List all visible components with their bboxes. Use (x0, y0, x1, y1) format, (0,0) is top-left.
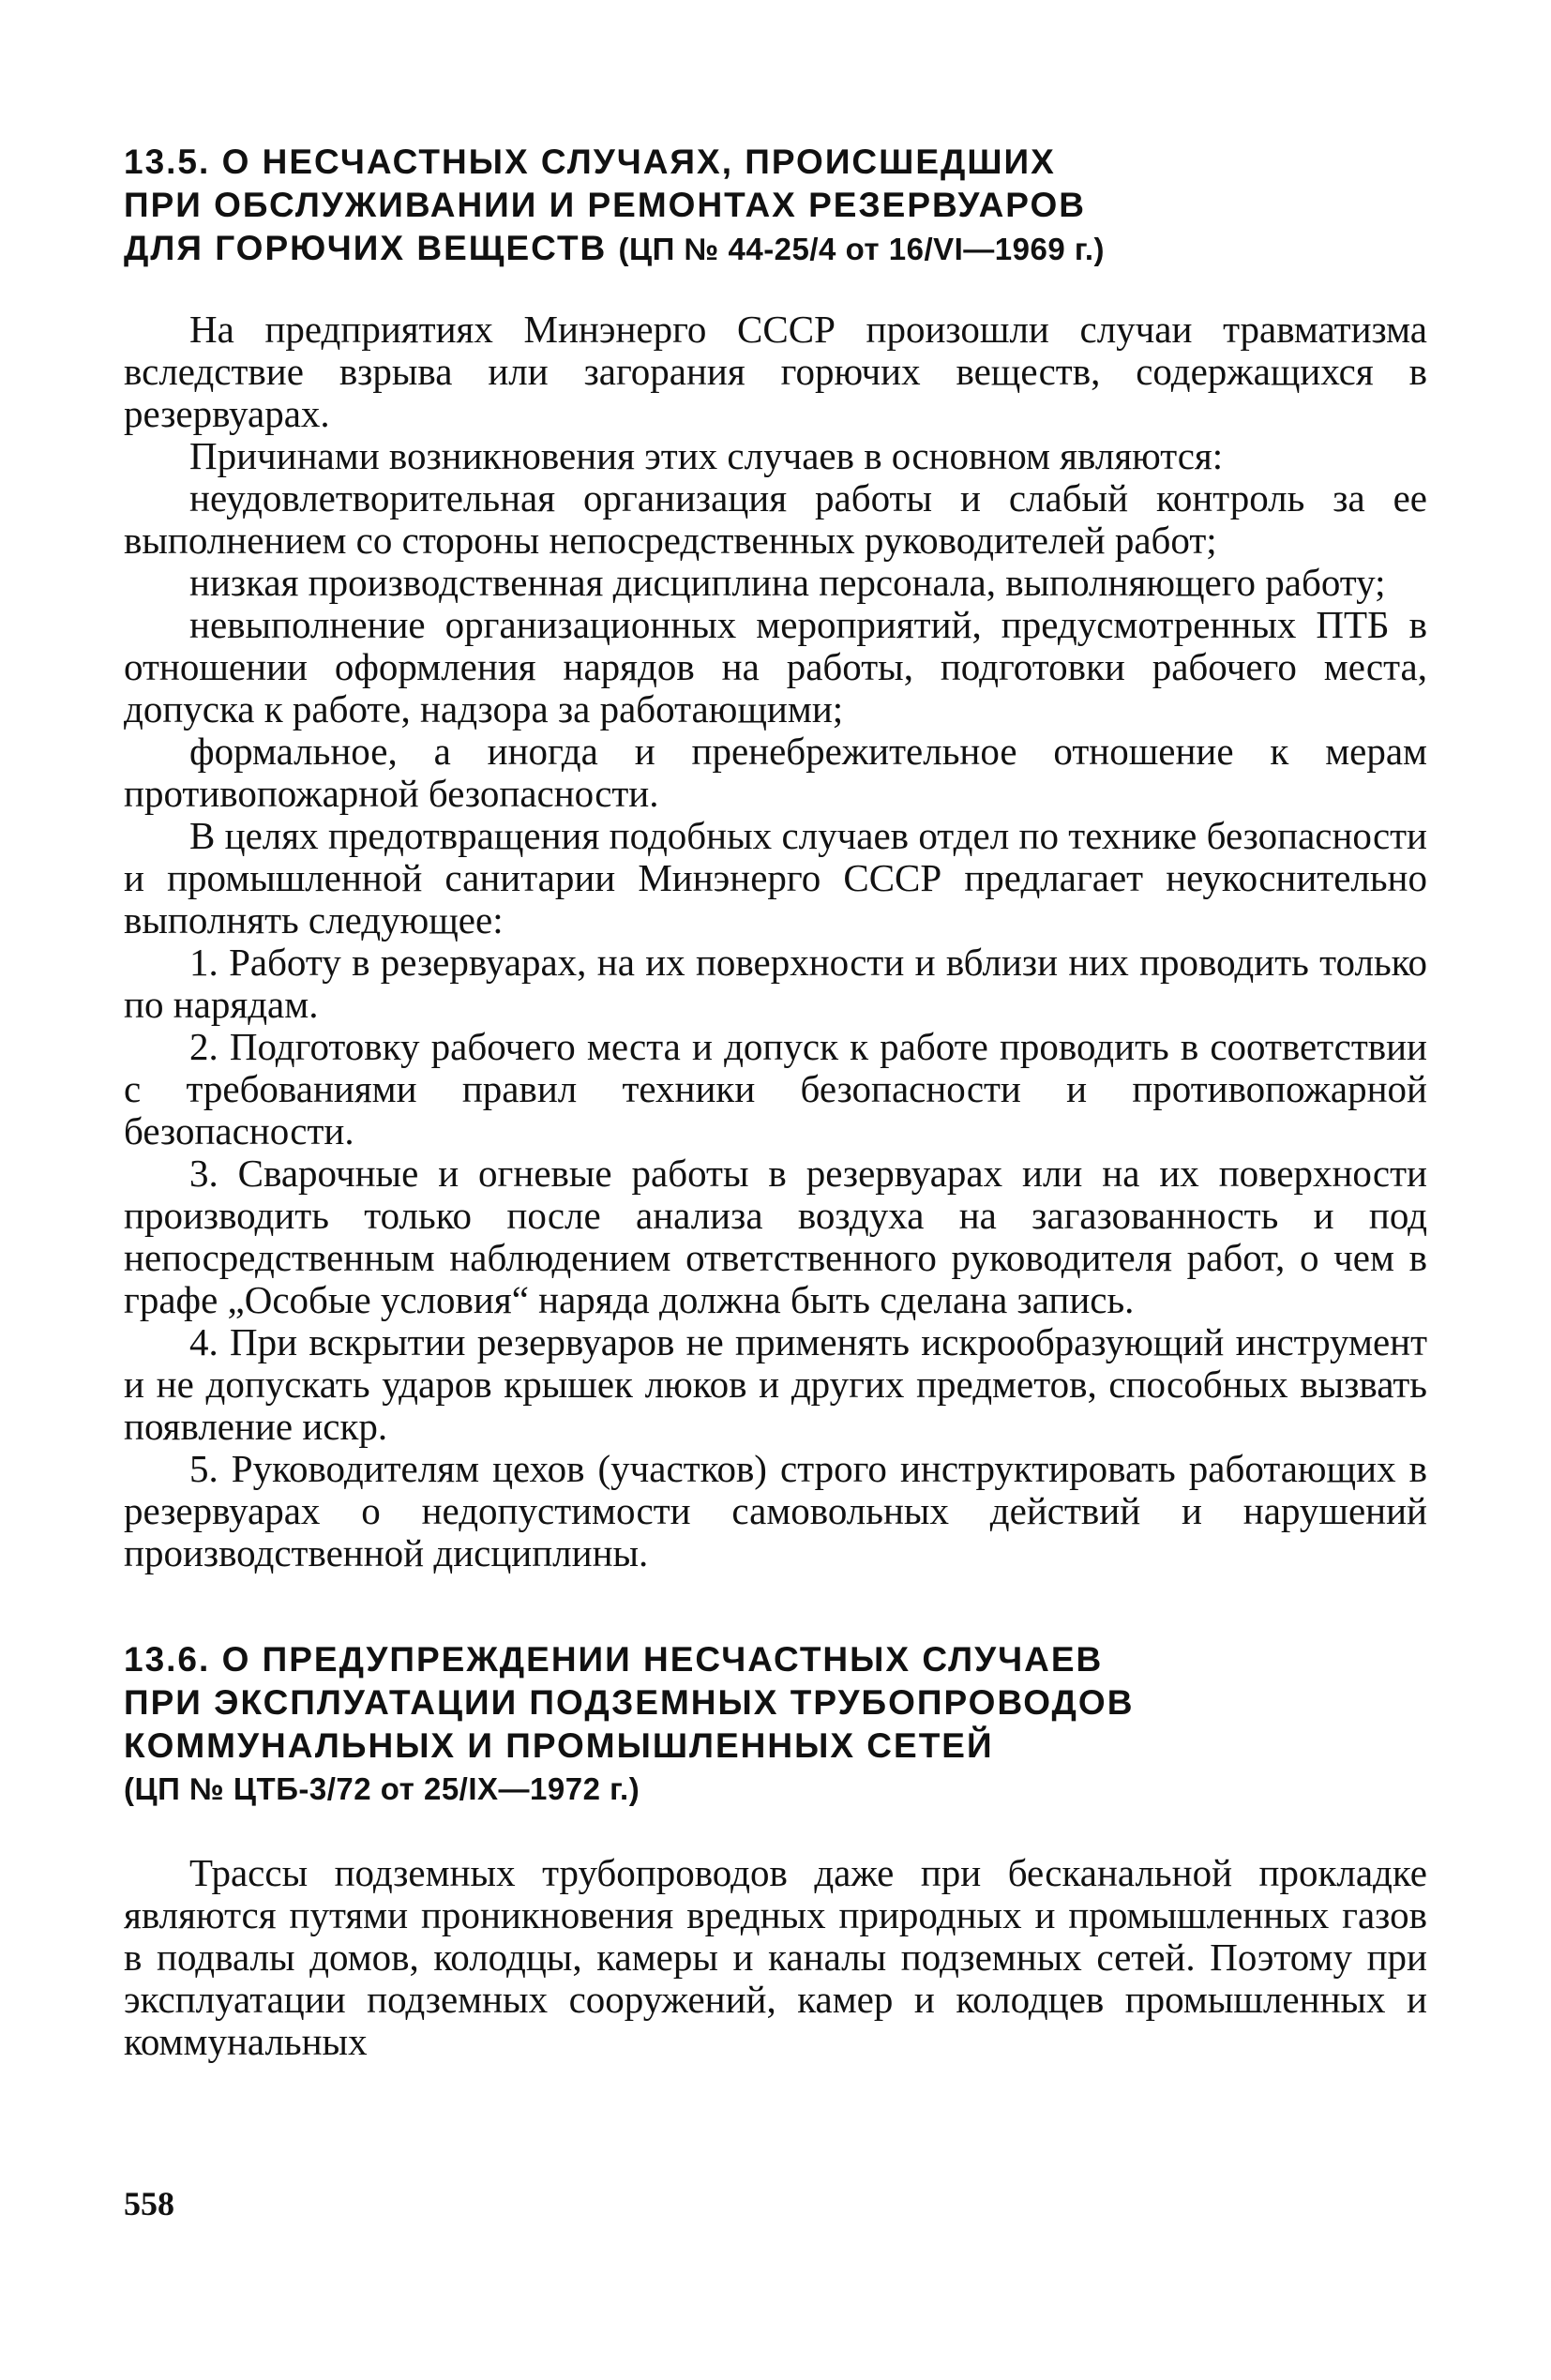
paragraph: В целях предотвращения подобных случаев отдел по технике безопасности и промышленной санитарии Минэнерго СССР предлагает неукоснительно выполнять следующее: (124, 814, 1427, 941)
section-13-5-heading (124, 141, 1427, 271)
heading-reference: (ЦП № 44-25/4 от 16/VI—1969 г.) (618, 232, 1105, 266)
numbered-item: 2. Подготовку рабочего места и допуск к работе проводить в соответствии с требованиями правил техники безопасности и противопожарной безопасности. (124, 1025, 1427, 1152)
paragraph: Трассы подземных трубопроводов даже при бесканальной прокладке являются путями проникновения вредных природных и промышленных газов в подвалы домов, колодцы, камеры и каналы подземных сетей. Поэтому при эксплуатации подземных сооружений, камер и колодцев промышленных и коммунальных (124, 1851, 1427, 2063)
heading-line: КОММУНАЛЬНЫХ И ПРОМЫШЛЕННЫХ СЕТЕЙ (124, 1726, 994, 1765)
list-item: неудовлетворительная организация работы и слабый контроль за ее выполнением со стороны непосредственных руководителей работ; (124, 476, 1427, 562)
numbered-item: 5. Руководителям цехов (участков) строго инструктировать работающих в резервуарах о недопустимости самовольных действий и нарушений производственной дисциплины. (124, 1447, 1427, 1574)
heading-line (124, 227, 1427, 271)
numbered-item: 1. Работу в резервуарах, на их поверхности и вблизи них проводить только по нарядам. (124, 941, 1427, 1026)
numbered-item: 3. Сварочные и огневые работы в резервуарах или на их поверхности производить только после анализа воздуха на загазованность и под непосредственным наблюдением ответственного руководителя работ, о чем в графе „Особые условия“ наряда должна быть сделана запись. (124, 1152, 1427, 1321)
paragraph: На предприятиях Минэнерго СССР произошли случаи травматизма вследствие взрыва или загорания горючих веществ, содержащихся в резервуарах. (124, 308, 1427, 435)
section-13-6-heading (124, 1638, 1427, 1811)
paragraph: Причинами возникновения этих случаев в основном являются: (189, 434, 1224, 477)
list-item: формальное, а иногда и пренебрежительное отношение к мерам противопожарной безопасности. (124, 730, 1427, 815)
heading-line: ПРИ ОБСЛУЖИВАНИИ И РЕМОНТАХ РЕЗЕРВУАРОВ (124, 186, 1086, 224)
page-number: 558 (124, 2185, 174, 2222)
heading-line: 13.6. О ПРЕДУПРЕЖДЕНИИ НЕСЧАСТНЫХ СЛУЧАЕВ (124, 1640, 1104, 1679)
heading-line: ПРИ ЭКСПЛУАТАЦИИ ПОДЗЕМНЫХ ТРУБОПРОВОДОВ (124, 1683, 1135, 1722)
section-13-5-body (124, 309, 1427, 1574)
section-13-6-body (124, 1852, 1427, 2063)
document-page (124, 141, 1427, 2063)
list-item: низкая производственная дисциплина персонала, выполняющего работу; (189, 561, 1386, 604)
numbered-item: 4. При вскрытии резервуаров не применять искрообразующий инструмент и не допускать ударов крышек люков и других предметов, способных вызвать появление искр. (124, 1320, 1427, 1448)
heading-line: 13.5. О НЕСЧАСТНЫХ СЛУЧАЯХ, ПРОИСШЕДШИХ (124, 143, 1056, 181)
heading-reference: (ЦП № ЦТБ-3/72 от 25/IX—1972 г.) (124, 1771, 640, 1806)
list-item: невыполнение организационных мероприятий, предусмотренных ПТБ в отношении оформления нарядов на работы, подготовки рабочего места, допуска к работе, надзора за работающими; (124, 603, 1427, 731)
heading-line-text: ДЛЯ ГОРЮЧИХ ВЕЩЕСТВ (124, 229, 608, 267)
